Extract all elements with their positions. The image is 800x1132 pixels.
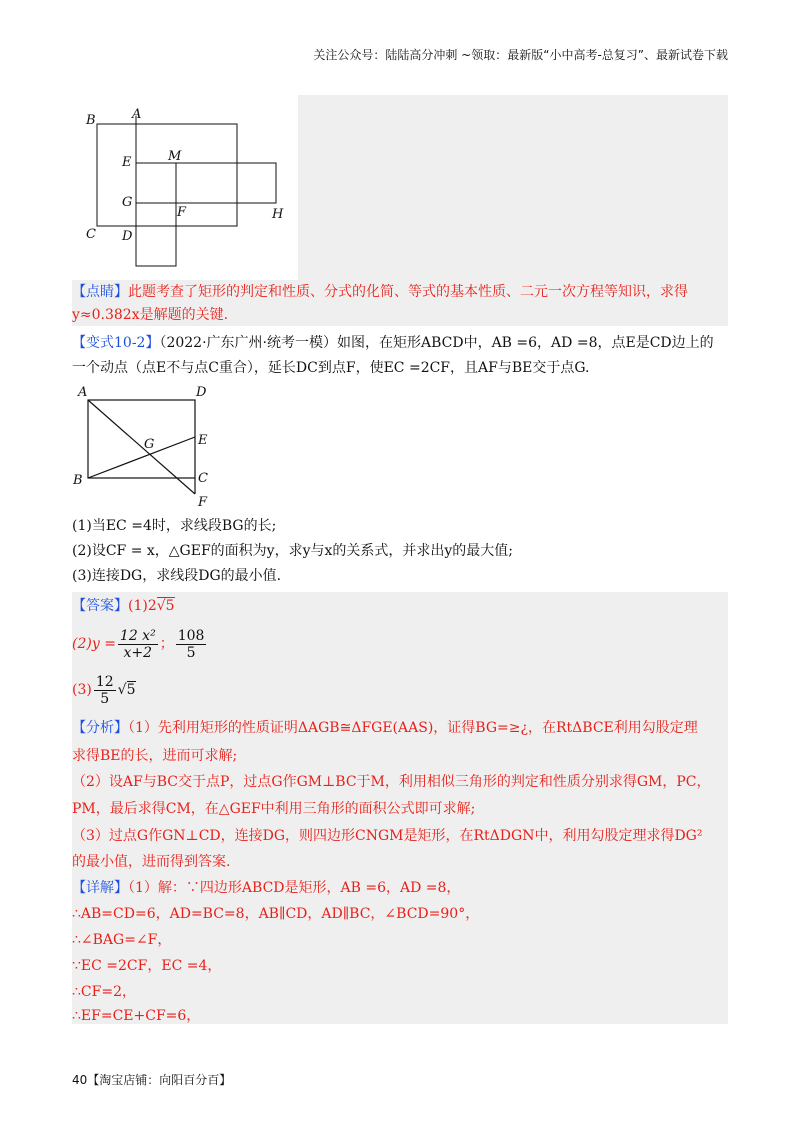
bianshi-line-2: 一个动点（点E不与点C重合），延长DC到点F，使EC =2CF，且AF与BE交于点G. xyxy=(72,360,590,376)
fig1-label-D: D xyxy=(122,229,133,244)
answer-3-prefix: (3) xyxy=(72,682,92,698)
answer-3-den: 5 xyxy=(100,690,110,707)
answer-3-num: 12 xyxy=(95,673,114,690)
analysis-tag: 【分析】 xyxy=(72,720,128,736)
dianjing-text-1: 此题考查了矩形的判定和性质、分式的化简、等式的基本性质、二元一次方程等知识，求得 xyxy=(128,284,688,300)
fig2-label-D: D xyxy=(196,385,207,400)
fig2-label-E: E xyxy=(198,433,208,448)
page-header: 关注公众号：陆陆高分冲刺 ~领取：最新版“小中高考-总复习”、最新试卷下载 xyxy=(313,48,728,62)
answer-2-max-den: 5 xyxy=(186,644,196,661)
analysis-line-6: 的最小值，进而得到答案. xyxy=(72,854,231,870)
fig2-label-C: C xyxy=(198,471,208,486)
bianshi-line-1 xyxy=(72,333,714,353)
fig1-label-F: F xyxy=(177,205,187,220)
answer-2-max-num: 108 xyxy=(177,627,205,644)
sqrt-icon: √ xyxy=(156,598,166,614)
analysis-line-3: （2）设AF与BC交于点P，过点G作GM⊥BC于M，利用相似三角形的判定和性质分别求得GM，PC， xyxy=(72,774,711,790)
answer-line-3 xyxy=(72,670,136,710)
analysis-line-2: 求得BE的长，进而可求解; xyxy=(72,748,238,764)
fig2-label-B: B xyxy=(73,473,83,488)
detail-line-2: ∴AB=CD=6，AD=BC=8，AB∥CD，AD∥BC，∠BCD=90°， xyxy=(72,906,480,922)
detail-line-5: ∴CF=2， xyxy=(72,984,136,1000)
answer-3-fraction xyxy=(94,674,116,707)
answer-tag: 【答案】 xyxy=(72,598,128,614)
analysis-line-5: （3）过点G作GN⊥CD，连接DG，则四边形CNGM是矩形，在RtΔDGN中，利用勾股定理求得DG² xyxy=(72,828,703,844)
fig2-label-F: F xyxy=(198,495,208,510)
answer-2-max-fraction xyxy=(176,628,207,661)
sqrt-icon: √ xyxy=(117,682,127,698)
figure-2-diagram xyxy=(70,382,220,512)
answer-2-prefix: (2)y = xyxy=(72,636,116,652)
detail-text-1: （1）解：∵四边形ABCD是矩形，AB =6，AD =8， xyxy=(128,880,461,896)
answer-3-radicand: 5 xyxy=(126,682,136,698)
answer-1-prefix: (1)2 xyxy=(128,598,157,614)
analysis-line-1 xyxy=(72,718,698,738)
dianjing-line-2: y≈0.382x是解题的关键. xyxy=(72,307,229,323)
bianshi-text-1: （2022·广东广州·统考一模）如图，在矩形ABCD中，AB =6，AD =8，点E是CD边上的 xyxy=(159,335,714,351)
page-footer: 40【淘宝店铺：向阳百分百】 xyxy=(72,1073,232,1087)
answer-2-sep: ； xyxy=(159,636,174,652)
answer-1-radicand: 5 xyxy=(165,598,175,614)
fig1-label-C: C xyxy=(86,227,96,242)
figure-1-diagram xyxy=(80,100,300,270)
bianshi-tag: 【变式10-2】 xyxy=(72,335,160,351)
answer-line-1 xyxy=(72,596,175,616)
fig1-label-A: A xyxy=(132,107,142,122)
analysis-line-4: PM，最后求得CM，在△GEF中利用三角形的面积公式即可求解; xyxy=(72,801,476,817)
question-2: (2)设CF = x，△GEF的面积为y，求y与x的关系式，并求出y的最大值; xyxy=(72,543,514,559)
fig1-label-B: B xyxy=(86,113,96,128)
question-3: (3)连接DG，求线段DG的最小值. xyxy=(72,568,282,584)
detail-line-3: ∴∠BAG=∠F， xyxy=(72,932,172,948)
analysis-text-1: （1）先利用矩形的性质证明ΔAGB≅ΔFGE(AAS)，证得BG=≥¿，在RtΔBCE利用勾股定理 xyxy=(128,720,698,736)
answer-2-num: 12 x² xyxy=(119,627,156,644)
detail-line-6: ∴EF=CE+CF=6， xyxy=(72,1008,201,1024)
dianjing-tag: 【点睛】 xyxy=(72,284,128,300)
detail-line-4: ∵EC =2CF，EC =4， xyxy=(72,958,222,974)
question-1: (1)当EC =4时，求线段BG的长; xyxy=(72,518,277,534)
fig1-label-M: M xyxy=(168,149,182,164)
detail-line-1 xyxy=(72,878,460,898)
fig1-label-H: H xyxy=(272,207,284,222)
detail-tag: 【详解】 xyxy=(72,880,128,896)
fig1-label-E: E xyxy=(122,155,132,170)
answer-2-den: x+2 xyxy=(123,644,153,661)
fig1-shade-right xyxy=(298,95,728,280)
fig1-label-G: G xyxy=(122,195,133,210)
fig2-label-A: A xyxy=(78,385,88,400)
fig2-label-G: G xyxy=(144,437,155,452)
answer-2-fraction xyxy=(118,628,158,661)
answer-line-2 xyxy=(72,624,208,664)
dianjing-line-1 xyxy=(72,282,688,302)
